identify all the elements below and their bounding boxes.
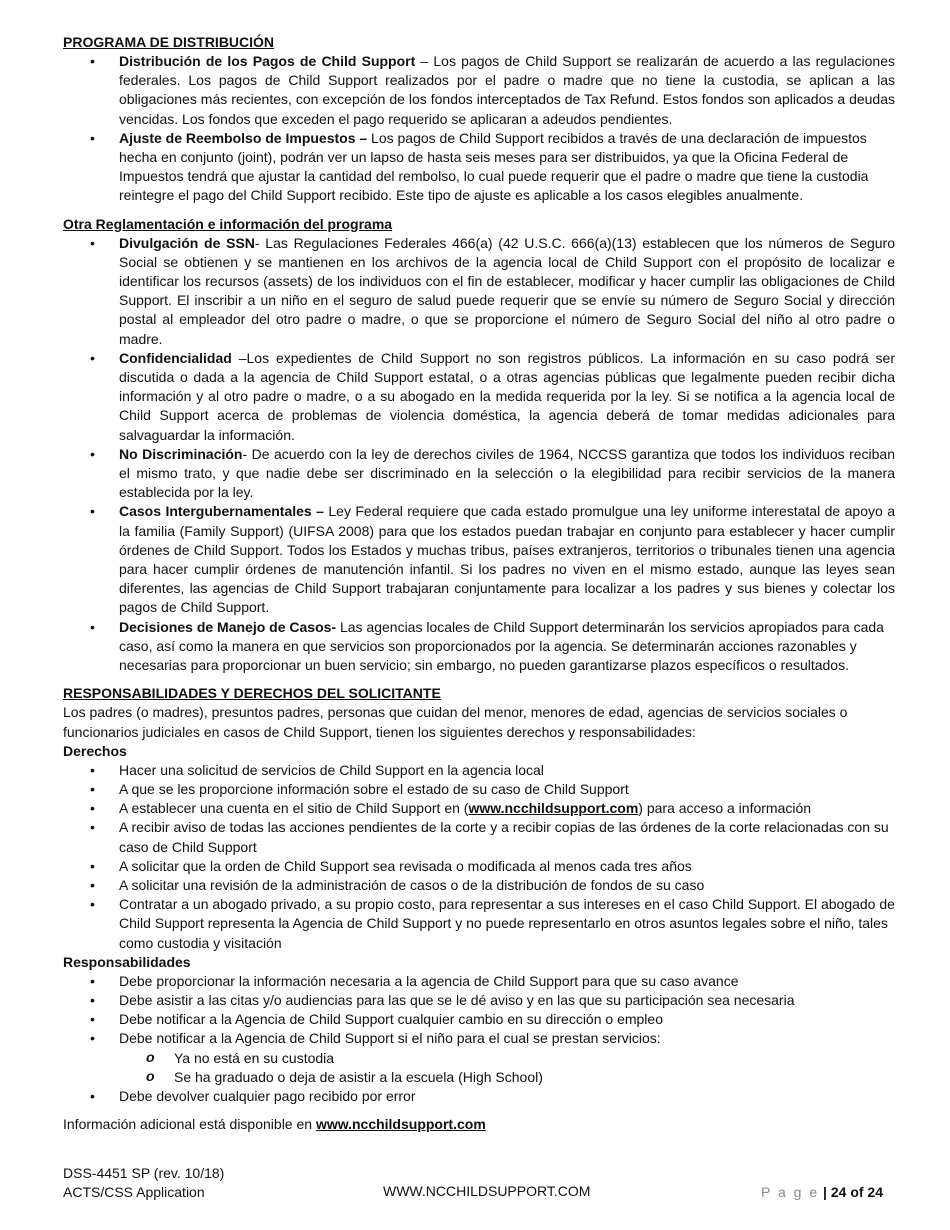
distribucion-list [63, 52, 895, 206]
page-indicator [761, 1183, 883, 1202]
item-lead: Ajuste de Reembolso de Impuestos – [119, 129, 368, 146]
list-item: • Hacer una solicitud de servicios de Child Support en la agencia local [63, 761, 895, 780]
list-item: • Debe proporcionar la información necesaria a la agencia de Child Support para que su caso avance [63, 972, 895, 991]
list-item [63, 129, 895, 206]
list-item: • A solicitar una revisión de la administración de casos o de la distribución de fondos de su caso [63, 876, 895, 895]
item-lead: Casos Intergubernamentales – [119, 503, 324, 520]
item-lead: Divulgación de SSN [119, 234, 255, 251]
derechos-heading: Derechos [63, 742, 127, 759]
more-info [63, 1115, 895, 1134]
item-lead: Distribución de los Pagos de Child Support [119, 53, 416, 69]
list-item [63, 349, 895, 445]
section-heading-responsabilidades: RESPONSABILIDADES Y DERECHOS DEL SOLICITANTE [63, 685, 441, 702]
more-info-text: Información adicional está disponible en [63, 1116, 316, 1133]
item-text: Las agencias locales de Child Support determinarán los servicios apropiados para cada caso, así como la manera en que servicios son proporcionados por la agencia. Se determinarán acciones razonables y necesarias para proporcionar un buen servicio; sin embargo, no pueden garantizarse plazos específicos o resultados. [119, 618, 884, 674]
list-item [63, 502, 895, 617]
page-label: P a g e [761, 1184, 820, 1200]
page-separator: | [819, 1184, 831, 1200]
list-item [63, 52, 895, 129]
more-info-link[interactable]: www.ncchildsupport.com [315, 1116, 486, 1133]
list-item: • A recibir aviso de todas las acciones pendientes de la corte y a recibir copias de las órdenes de la corte relacionadas con su caso de Child Support [63, 818, 895, 856]
responsabilidades-heading: Responsabilidades [63, 953, 191, 970]
list-item: • Debe notificar a la Agencia de Child Support cualquier cambio en su dirección o empleo [63, 1010, 895, 1029]
ncchildsupport-link[interactable]: www.ncchildsupport.com [468, 800, 639, 817]
item-lead: No Discriminación [119, 445, 243, 462]
sub-list-item: o Ya no está en su custodia [63, 1049, 895, 1068]
reglamentacion-list [63, 234, 895, 676]
footer-website: WWW.NCCHILDSUPPORT.COM [383, 1183, 591, 1199]
item-text: Ley Federal requiere que cada estado promulgue una ley uniforme interestatal de apoyo a la familia (Family Support) (UIFSA 2008) para que los estados puedan trabajar en conjunto para establecer y hacer cumplir órdenes de Child Support. Todos los Estados y muchas tribus, países extranjeros, territorios o tribunales tienen una agencia para hacer cumplir órdenes de manutención infantil. Si los padres no viven en el mismo estado, aunque las leyes sean diferentes, las agencias de Child Support trabajaran conjuntamente para localizar a los padres y sus bienes y colectar los pagos de Child Support. [119, 503, 895, 616]
list-item: • Debe devolver cualquier pago recibido por error [63, 1087, 895, 1106]
document-page [63, 33, 895, 1134]
list-item [63, 445, 895, 503]
item-text: - Las Regulaciones Federales 466(a) (42 U.S.C. 666(a)(13) establecen que los números de Seguro Social se obtienen y se mantienen en los archivos de la agencia local de Child Support con el propósito de localizar e identificar los recursos (assets) de los individuos con el fin de establecer, modificar y hacer cumplir las obligaciones de Child Support. El inscribir a un niño en el seguro de salud puede requerir que se envíe su número de Seguro Social y dirección postal al empleador del otro padre o madre, o que se proporcione el número de Seguro Social del niño al otro padre o madre. [119, 234, 896, 347]
section-heading-distribucion: PROGRAMA DE DISTRIBUCIÓN [63, 34, 275, 50]
sub-list-item: o Se ha graduado o deja de asistir a la escuela (High School) [63, 1068, 895, 1087]
page-number: 24 of 24 [830, 1184, 883, 1200]
item-text: ) para acceso a información [638, 800, 812, 817]
list-item [63, 234, 895, 349]
derechos-list [63, 761, 895, 953]
page-footer [63, 1164, 883, 1202]
list-item [63, 618, 895, 676]
list-item: • Debe notificar a la Agencia de Child Support si el niño para el cual se prestan servicios: [63, 1029, 895, 1048]
item-lead: Decisiones de Manejo de Casos- [119, 618, 337, 635]
app-name: ACTS/CSS Application [63, 1184, 205, 1200]
item-text: Los pagos de Child Support recibidos a través de una declaración de impuestos hecha en conjunto (joint), podrán ver un lapso de hasta seis meses para ser distribuidos, ya que la Oficina Federal de Impuestos tendrá que ajustar la cantidad del rembolso, lo cual puede requerir que el padre o madre que tiene la custodia reintegre el pago del Child Support recibido. Este tipo de ajuste es aplicable a los casos elegibles anualmente. [119, 129, 869, 204]
list-item: • Debe asistir a las citas y/o audiencias para las que se le dé aviso y en las que su participación sea necesaria [63, 991, 895, 1010]
list-item: • A solicitar que la orden de Child Support sea revisada o modificada al menos cada tres años [63, 857, 895, 876]
item-text: –Los expedientes de Child Support no son registros públicos. La información en su caso podrá ser discutida o dada a la agencia de Child Support estatal, o a otras agencias públicas que legalmente pueden recibir dicha información y al otro padre o madre, o a su abogado en la medida requerida por la ley. Si se notifica a la agencia local de Child Support acerca de problemas de violencia doméstica, la agencia deberá de tomar medidas adicionales para salvaguardar la información. [119, 349, 895, 443]
list-item: • Contratar a un abogado privado, a su propio costo, para representar a sus intereses en el caso Child Support. El abogado de Child Support representa la Agencia de Child Support y no puede representarlo en otros asuntos legales sobre el niño, tales como custodia y visitación [63, 895, 895, 953]
responsabilidades-list [63, 972, 895, 1106]
item-text: A establecer una cuenta en el sitio de Child Support en ( [119, 800, 469, 817]
form-number: DSS-4451 SP (rev. 10/18) [63, 1165, 225, 1181]
section-heading-reglamentacion: Otra Reglamentación e información del programa [63, 215, 393, 232]
list-item: • A que se les proporcione información sobre el estado de su caso de Child Support [63, 780, 895, 799]
item-lead: Confidencialidad [119, 349, 232, 366]
intro-paragraph: Los padres (o madres), presuntos padres, personas que cuidan del menor, menores de edad, agencias de servicios sociales o funcionarios judiciales en casos de Child Support, tienen los siguientes derechos y responsabilidades: [63, 704, 848, 740]
item-text: - De acuerdo con la ley de derechos civiles de 1964, NCCSS garantiza que todos los individuos reciban el mismo trato, y que nadie debe ser discriminado en la selección o la elegibilidad para recibir servicios de la manera establecida por la ley. [119, 445, 896, 501]
list-item [63, 799, 895, 818]
item-text: – Los pagos de Child Support se realizarán de acuerdo a las regulaciones federales. Los pagos de Child Support realizados por el padre o madre que no tiene la custodia, se aplican a las obligaciones más recientes, con excepción de los fondos interceptados de Tax Refund. Estos fondos son aplicados a deudas vencidas. Los fondos que exceden el pago requerido se aplicaran a adeudos pendientes. [119, 53, 895, 127]
